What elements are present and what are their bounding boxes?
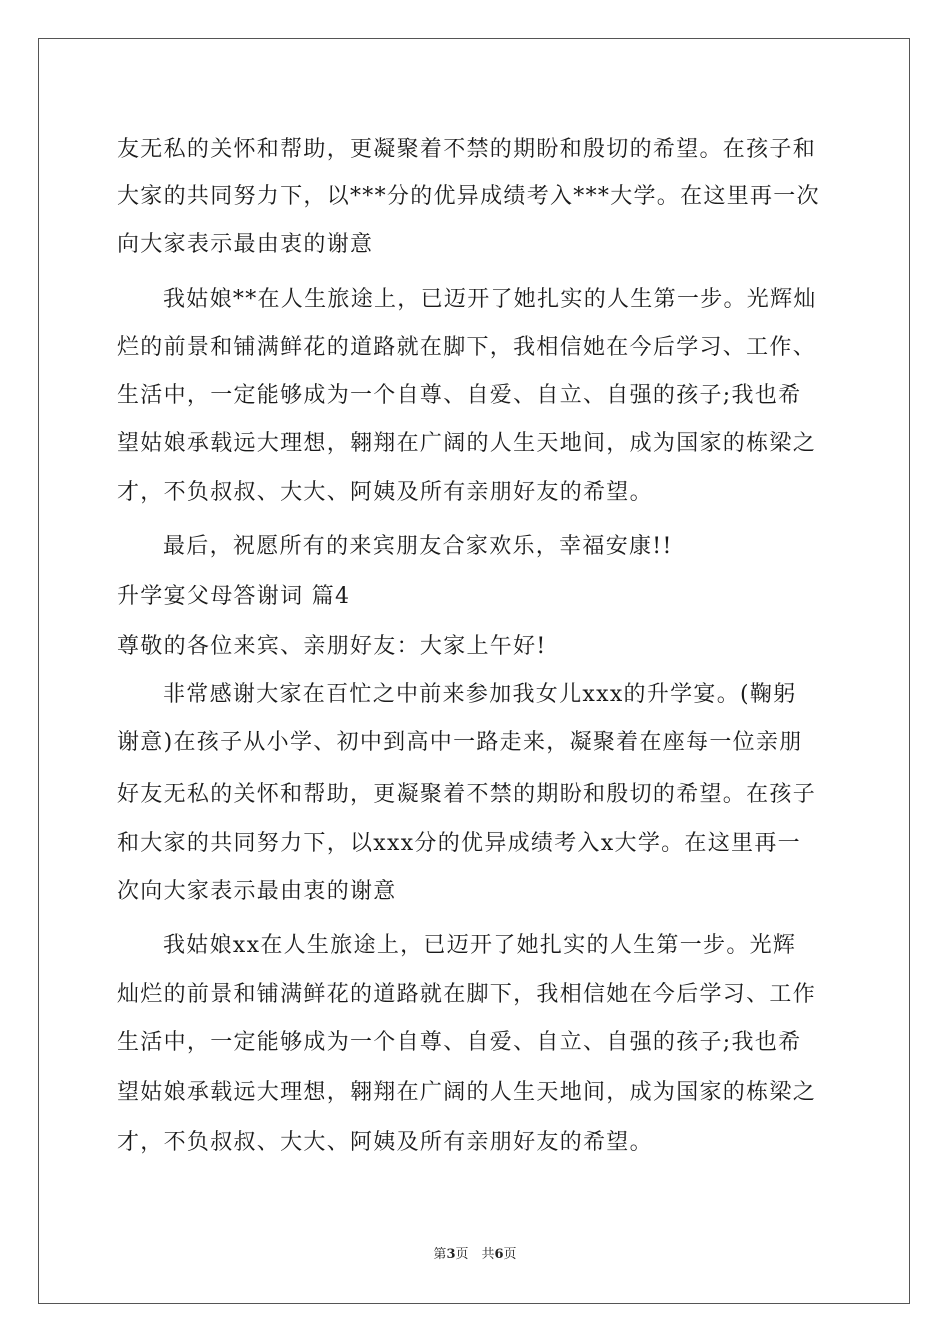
text-line: 非常感谢大家在百忙之中前来参加我女儿xxx的升学宴。(鞠躬 xyxy=(163,682,797,707)
text-line: 才，不负叔叔、大大、阿姨及所有亲朋好友的希望。 xyxy=(117,480,653,505)
text-line: 我姑娘**在人生旅途上，已迈开了她扎实的人生第一步。光辉灿 xyxy=(163,287,817,312)
text-line: 灿烂的前景和铺满鲜花的道路就在脚下，我相信她在今后学习、工作 xyxy=(117,982,817,1007)
text-line: 望姑娘承载远大理想，翱翔在广阔的人生天地间，成为国家的栋梁之 xyxy=(117,1080,817,1105)
text-line: 烂的前景和铺满鲜花的道路就在脚下，我相信她在今后学习、工作、 xyxy=(117,335,817,360)
text-line: 最后，祝愿所有的来宾朋友合家欢乐，幸福安康!! xyxy=(163,534,673,559)
footer-prefix: 第 xyxy=(433,1247,447,1262)
footer-suffix: 页 xyxy=(503,1247,517,1262)
text-line: 次向大家表示最由衷的谢意 xyxy=(117,879,397,904)
text-line: 向大家表示最由衷的谢意 xyxy=(117,232,374,257)
page-footer xyxy=(0,1246,950,1264)
footer-mid: 页 共 xyxy=(455,1247,495,1262)
greeting-line: 尊敬的各位来宾、亲朋好友：大家上午好! xyxy=(117,634,547,659)
current-page-number: 3 xyxy=(446,1247,456,1262)
text-line: 好友无私的关怀和帮助，更凝聚着不禁的期盼和殷切的希望。在孩子 xyxy=(117,782,817,807)
text-line: 生活中，一定能够成为一个自尊、自爱、自立、自强的孩子;我也希 xyxy=(117,383,802,408)
section-heading: 升学宴父母答谢词 篇4 xyxy=(117,584,351,609)
text-line: 大家的共同努力下，以***分的优异成绩考入***大学。在这里再一次 xyxy=(117,184,820,209)
total-page-number: 6 xyxy=(494,1247,504,1262)
text-line: 谢意)在孩子从小学、初中到高中一路走来，凝聚着在座每一位亲朋 xyxy=(117,730,803,755)
text-line: 才，不负叔叔、大大、阿姨及所有亲朋好友的希望。 xyxy=(117,1130,653,1155)
text-line: 生活中，一定能够成为一个自尊、自爱、自立、自强的孩子;我也希 xyxy=(117,1030,802,1055)
text-line: 望姑娘承载远大理想，翱翔在广阔的人生天地间，成为国家的栋梁之 xyxy=(117,431,817,456)
text-line: 我姑娘xx在人生旅途上，已迈开了她扎实的人生第一步。光辉 xyxy=(163,933,797,958)
text-line: 和大家的共同努力下，以xxx分的优异成绩考入x大学。在这里再一 xyxy=(117,831,801,856)
text-line: 友无私的关怀和帮助，更凝聚着不禁的期盼和殷切的希望。在孩子和 xyxy=(117,137,817,162)
